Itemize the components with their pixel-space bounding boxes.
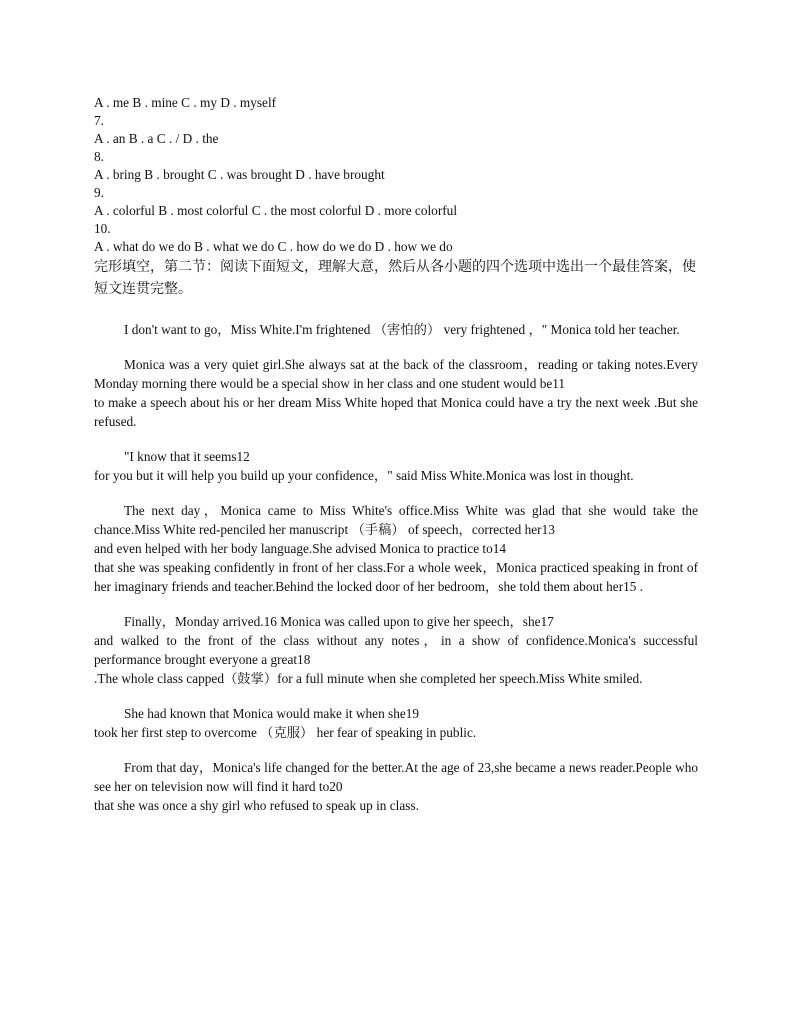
passage-paragraph: Monica was a very quiet girl.She always sat at the back of the classroom，reading or taking notes.Every Monday morning there would be a special show in her class and one student would be11: [94, 357, 698, 391]
passage-paragraph-continued: that she was speaking confidently in front of her class.For a whole week，Monica practiced speaking in front of her imaginary friends and teacher.Behind the locked door of her bedroom，she told them about her15 .: [94, 560, 698, 594]
document-content: [94, 94, 698, 815]
passage-paragraph: She had known that Monica would make it when she19: [124, 706, 420, 721]
passage-paragraph-continued: .The whole class capped（鼓掌）for a full minute when she completed her speech.Miss White smiled.: [94, 671, 643, 686]
answer-options: [94, 94, 698, 256]
option-line: A . bring B . brought C . was brought D . have brought: [94, 167, 385, 182]
option-line: A . colorful B . most colorful C . the most colorful D . more colorful: [94, 203, 458, 218]
passage-paragraph-continued: and walked to the front of the class without any notes，in a show of confidence.Monica's successful performance brought everyone a great18: [94, 633, 698, 667]
passage-paragraph-continued: to make a speech about his or her dream Miss White hoped that Monica could have a try the next week .But she refused.: [94, 395, 698, 429]
passage-paragraph: Finally，Monday arrived.16 Monica was called upon to give her speech，she17: [124, 614, 554, 629]
question-number: 8.: [94, 149, 104, 164]
passage-paragraph-continued: took her first step to overcome （克服） her fear of speaking in public.: [94, 725, 477, 740]
option-line: A . me B . mine C . my D . myself: [94, 95, 277, 110]
passage-paragraph: From that day，Monica's life changed for the better.At the age of 23,she became a news reader.People who see her on television now will find it hard to20: [94, 760, 698, 794]
section-heading: 完形填空，第二节：阅读下面短文，理解大意，然后从各小题的四个选项中选出一个最佳答案，使短文连贯完整。: [94, 259, 696, 297]
option-line: A . what do we do B . what we do C . how do we do D . how we do: [94, 239, 453, 254]
passage-paragraph-continued: and even helped with her body language.She advised Monica to practice to14: [94, 541, 507, 556]
question-number: 10.: [94, 221, 111, 236]
passage-paragraph-continued: that she was once a shy girl who refused to speak up in class.: [94, 798, 419, 813]
passage-paragraph: "I know that it seems12: [124, 449, 250, 464]
question-number: 9.: [94, 185, 104, 200]
passage-paragraph: I don't want to go，Miss White.I'm frightened （害怕的） very frightened ，" Monica told her teacher.: [124, 322, 680, 337]
passage-paragraph-continued: for you but it will help you build up your confidence，" said Miss White.Monica was lost in thought.: [94, 468, 634, 483]
passage-paragraph: The next day，Monica came to Miss White's office.Miss White was glad that she would take the chance.Miss White red-penciled her manuscript （手稿） of speech，corrected her13: [94, 503, 698, 537]
question-number: 7.: [94, 113, 104, 128]
option-line: A . an B . a C . / D . the: [94, 131, 219, 146]
